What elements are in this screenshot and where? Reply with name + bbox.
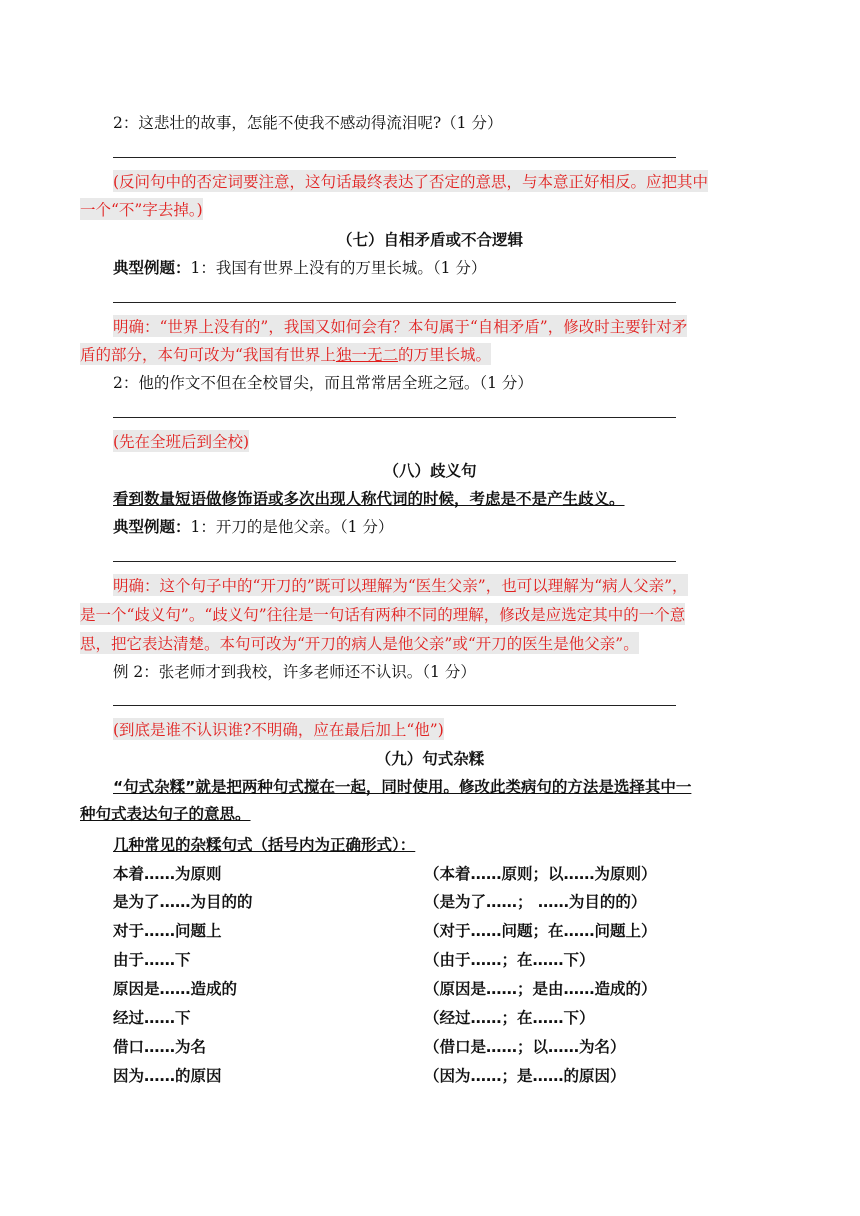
section-title: （九）句式杂糅: [375, 750, 485, 768]
question-text: 1：我国有世界上没有的万里长城。（1 分）: [190, 259, 487, 277]
answer-line: [113, 561, 676, 562]
example-label: 典型例题：: [113, 259, 191, 277]
section-title: （八）歧义句: [383, 462, 477, 480]
answer-explanation: (到底是谁不认识谁?不明确，应在最后加上“他”): [113, 718, 444, 740]
pattern-wrong: 由于……下: [113, 951, 191, 969]
pattern-right: （由于……；在……下）: [424, 951, 595, 969]
answer-explanation: (反问句中的否定词要注意，这句话最终表达了否定的意思，与本意正好相反。应把其中: [113, 170, 708, 192]
pattern-wrong: 原因是……造成的: [113, 980, 238, 998]
pattern-wrong: 是为了……为目的的: [113, 893, 253, 911]
pattern-right: （因为……；是……的原因）: [424, 1067, 626, 1085]
answer-explanation: 思，把它表达清楚。本句可改为“开刀的病人是他父亲”或“开刀的医生是他父亲”。: [80, 632, 639, 654]
question-text: 2：他的作文不但在全校冒尖，而且常常居全班之冠。（1 分）: [113, 374, 533, 392]
answer-text: 盾的部分，本句可改为“我国有世界上: [80, 346, 336, 364]
answer-explanation: 明确：“世界上没有的”，我国又如何会有？本句属于“自相矛盾”，修改时主要针对矛: [113, 315, 687, 337]
pattern-wrong: 经过……下: [113, 1009, 191, 1027]
answer-line: [113, 302, 676, 303]
question-text: 例 2：张老师才到我校，许多老师还不认识。（1 分）: [113, 663, 476, 681]
list-title: 几种常见的杂糅句式（括号内为正确形式）：: [113, 836, 416, 854]
pattern-wrong: 借口……为名: [113, 1038, 207, 1056]
answer-explanation: (先在全班后到全校): [113, 430, 249, 452]
section-tip: 看到数量短语做修饰语或多次出现人称代词的时候，考虑是不是产生歧义。: [113, 490, 625, 508]
pattern-right: （是为了……； ……为目的的）: [424, 893, 647, 911]
pattern-right: （原因是……；是由……造成的）: [424, 980, 657, 998]
question-text: 2：这悲壮的故事，怎能不使我不感动得流泪呢?（1 分）: [113, 114, 503, 132]
pattern-wrong: 对于……问题上: [113, 922, 222, 940]
pattern-right: （借口是……；以……为名）: [424, 1038, 626, 1056]
example-question: [113, 515, 393, 537]
section-title: （七）自相矛盾或不合逻辑: [336, 231, 523, 249]
question-text: 1：开刀的是他父亲。（1 分）: [190, 518, 394, 536]
answer-line: [113, 705, 676, 706]
section-definition: “句式杂糅”就是把两种句式搅在一起，同时使用。修改此类病句的方法是选择其中一: [113, 778, 692, 796]
answer-underlined: 独一无二: [335, 346, 398, 364]
answer-explanation: [80, 343, 491, 365]
pattern-right: （对于……问题；在……问题上）: [424, 922, 657, 940]
answer-explanation: 一个“不”字去掉。): [80, 198, 203, 220]
answer-text: 的万里长城。: [397, 346, 491, 364]
answer-line: [113, 417, 676, 418]
pattern-wrong: 本着……为原则: [113, 865, 222, 883]
answer-explanation: 是一个“歧义句”。“歧义句”往往是一句话有两种不同的理解，修改是应选定其中的一个意: [80, 603, 685, 625]
pattern-wrong: 因为……的原因: [113, 1067, 222, 1085]
pattern-right: （经过……；在……下）: [424, 1009, 595, 1027]
example-question: [113, 256, 486, 278]
example-label: 典型例题：: [113, 518, 191, 536]
answer-line: [113, 157, 676, 158]
answer-explanation: 明确：这个句子中的“开刀的”既可以理解为“医生父亲”，也可以理解为“病人父亲”，: [113, 574, 688, 596]
section-definition: 种句式表达句子的意思。: [80, 805, 251, 823]
pattern-right: （本着……原则；以……为原则）: [424, 865, 657, 883]
